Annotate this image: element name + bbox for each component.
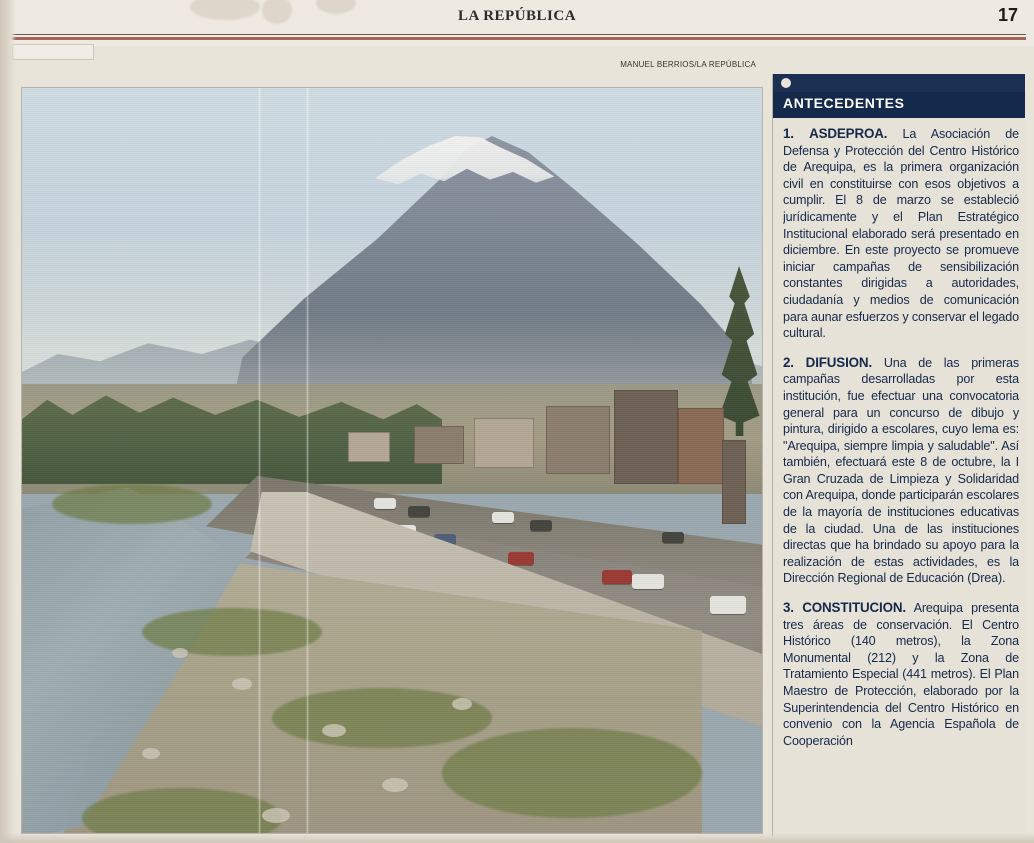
photo-vehicle: [530, 520, 552, 531]
sidebar-antecedentes: [772, 74, 1025, 836]
photo-stone: [382, 778, 408, 792]
photo-stone: [322, 724, 346, 737]
page-edge-left: [0, 0, 16, 843]
photo-vehicle: [662, 532, 684, 543]
page-edge-bottom: [0, 833, 1034, 843]
photo-building: [614, 390, 678, 484]
photo-vehicle: [632, 574, 664, 589]
photo-building: [678, 408, 724, 484]
item-body: Una de las primeras campañas desarrolladas por esta institución, fue efectuar una convocatoria general para un concurso de dibujo y pintura, dirigido a escolares, cuyo lema es: "Arequipa, siempre limpia y saludable". Así también, efectuará este 8 de octubre, la I Gran Cruzada de Limpieza y Solidaridad con Arequipa, donde participarán escolares de la mayoría de instituciones educativas de la ciudad. Una de las instituciones directas que ha brindado su apoyo para la realización de estas actividades, es la Dirección Regional de Educación (Drea).: [783, 355, 1019, 586]
photo-stone: [232, 678, 252, 690]
sidebar-header-label: ANTECEDENTES: [783, 95, 905, 111]
sidebar-header: [773, 92, 1025, 118]
publication-title: LA REPÚBLICA: [457, 8, 577, 24]
item-number: 3.: [783, 600, 794, 616]
photo-vegetation: [272, 688, 492, 748]
photo-vegetation: [52, 484, 212, 524]
item-lead: ASDEPROA.: [809, 126, 888, 141]
photo-building: [414, 426, 464, 464]
photo-building: [348, 432, 390, 462]
photo-stone: [452, 698, 472, 710]
page-number: 17: [997, 5, 1018, 25]
item-body: Arequipa presenta tres áreas de conservación. El Centro Histórico (140 metros), la Zona Monumental (212) y la Zona de Tratamiento Especial (441 metros). El Plan Maestro de Protección, elaborado por la Superintendencia del Centro Histórico en convenio con la Agencia Española de Cooperación: [783, 601, 1019, 748]
masthead-rule-accent: [8, 37, 1026, 40]
article-photo: [22, 88, 762, 833]
photo-credit: MANUEL BERRIOS/LA REPÚBLICA: [620, 60, 756, 69]
photo-vehicle: [408, 506, 430, 517]
item-number: 1.: [783, 126, 794, 141]
list-item: [783, 355, 1019, 587]
item-number: 2.: [783, 354, 794, 370]
masthead-rule-thin: [8, 34, 1026, 35]
photo-building: [546, 406, 610, 474]
sidebar-body: [783, 126, 1019, 826]
photo-stone: [262, 808, 290, 823]
list-item: [783, 600, 1019, 749]
photo-vegetation: [442, 728, 702, 818]
scan-artifact: [12, 44, 94, 60]
bullet-dot-icon: [781, 78, 791, 88]
photo-vegetation: [142, 608, 322, 656]
photo-vehicle: [374, 498, 396, 509]
item-lead: DIFUSION.: [805, 354, 873, 370]
sidebar-topbar: [773, 74, 1025, 92]
photo-vehicle: [508, 552, 534, 565]
photo-building: [474, 418, 534, 468]
photo-stone: [142, 748, 160, 759]
photo-stone: [172, 648, 188, 658]
item-body: La Asociación de Defensa y Protección del Centro Histórico de Arequipa, es la primera organización civil en constituirse con esos objetivos a cumplir. El 8 de marzo se estableció jurídicamente y el Plan Estratégico Institucional elaborado será presentado en diciembre. En este proyecto se promueve iniciar campañas de sensibilización constantes dirigidas a autoridades, ciudadanía y medios de comunicación para aunar esfuerzos y conservar el legado cultural.: [783, 127, 1019, 341]
photo-billboard: [722, 440, 746, 524]
photo-vehicle: [492, 512, 514, 523]
item-lead: CONSTITUCION.: [802, 600, 906, 616]
list-item: [783, 126, 1019, 342]
photo-vehicle: [710, 596, 746, 614]
photo-vehicle: [602, 570, 632, 584]
